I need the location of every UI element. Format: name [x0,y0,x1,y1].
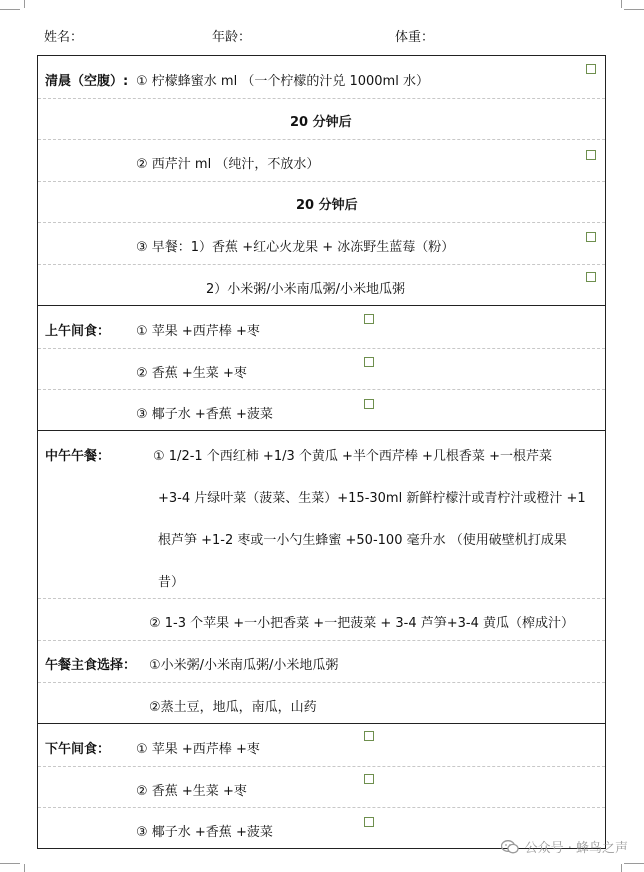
lunch-staple-label: 午餐主食选择： [45,658,137,673]
weight-label: 体重： [395,30,435,45]
am-snack-item-3-checkbox[interactable] [364,399,374,409]
morning-item-3b-checkbox[interactable] [586,272,596,282]
corner-tick-top-left [12,0,25,8]
morning-wait-1: 20 分钟后 [290,115,352,130]
lunch-item-1-line-1: ① 1/2-1 个西红柿 +1/3 个黄瓜 +半个西芹棒 +几根香菜 +一根芹菜 [153,449,552,464]
pm-snack-row-1 [38,724,605,767]
morning-wait-row-2 [38,182,605,223]
morning-row-2 [38,140,605,182]
corner-mark-top-left [0,9,20,10]
corner-tick-bottom-left [12,864,25,872]
section-morning [37,55,606,306]
morning-item-3b: 2）小米粥/小米南瓜粥/小米地瓜粥 [206,282,406,297]
lunch-staple-2: ②蒸土豆，地瓜，南瓜，山药 [149,700,317,715]
morning-item-1: ① 柠檬蜂蜜水 ml （一个柠檬的汁兑 1000ml 水） [136,74,429,89]
lunch-item-1-line-2: +3-4 片绿叶菜（菠菜、生菜）+15-30ml 新鲜柠檬汁或青柠汁或橙汁 +1 [158,491,586,506]
section-pm-snack [37,723,606,849]
am-snack-item-3: ③ 椰子水 +香蕉 +菠菜 [136,407,273,422]
lunch-item-2: ② 1-3 个苹果 +一小把香菜 +一把菠菜 + 3-4 芦笋+3-4 黄瓜（榨成汁） [149,616,574,631]
corner-tick-top-right [621,0,634,8]
am-snack-item-1: ① 苹果 +西芹棒 +枣 [136,324,260,339]
lunch-staple-1: ①小米粥/小米南瓜粥/小米地瓜粥 [149,658,339,673]
pm-snack-item-1: ① 苹果 +西芹棒 +枣 [136,742,260,757]
morning-wait-row-1 [38,99,605,140]
wechat-icon [501,840,519,854]
lunch-row-1 [38,431,605,599]
pm-snack-label: 下午间食： [45,742,111,757]
corner-tick-bottom-right [621,864,634,872]
am-snack-row-3 [38,390,605,431]
am-snack-item-2: ② 香蕉 +生菜 +枣 [136,366,247,381]
section-lunch [37,430,606,724]
am-snack-row-2 [38,349,605,390]
lunch-staple-row-2 [38,683,605,724]
lunch-staple-row-1 [38,641,605,683]
morning-label: 清晨（空腹）: [45,74,129,89]
pm-snack-row-2 [38,767,605,808]
pm-snack-item-3-checkbox[interactable] [364,817,374,827]
watermark-text: 公众号 · 蜂鸟之声 [524,841,628,856]
age-label: 年龄： [212,30,252,45]
morning-row-3b [38,265,605,306]
name-label: 姓名： [44,30,84,45]
pm-snack-item-3: ③ 椰子水 +香蕉 +菠菜 [136,825,273,840]
morning-row-1 [38,56,605,99]
pm-snack-item-2: ② 香蕉 +生菜 +枣 [136,784,247,799]
morning-item-1-checkbox[interactable] [586,64,596,74]
watermark [501,837,628,856]
am-snack-row-1 [38,306,605,349]
lunch-row-2 [38,599,605,641]
lunch-item-1-line-3: 根芦笋 +1-2 枣或一小勺生蜂蜜 +50-100 毫升水 （使用破壁机打成果 [158,533,567,548]
am-snack-label: 上午间食： [45,324,111,339]
morning-row-3 [38,223,605,265]
morning-item-2-checkbox[interactable] [586,150,596,160]
pm-snack-item-1-checkbox[interactable] [364,731,374,741]
section-am-snack [37,305,606,431]
corner-mark-top-right [624,9,644,10]
am-snack-item-2-checkbox[interactable] [364,357,374,367]
morning-wait-2: 20 分钟后 [296,198,358,213]
pm-snack-item-2-checkbox[interactable] [364,774,374,784]
morning-item-3-checkbox[interactable] [586,232,596,242]
am-snack-item-1-checkbox[interactable] [364,314,374,324]
morning-item-3: ③ 早餐：1）香蕉 +红心火龙果 + 冰冻野生蓝莓（粉） [136,240,455,255]
morning-item-2: ② 西芹汁 ml （纯汁，不放水） [136,157,320,172]
lunch-label: 中午午餐： [45,449,111,464]
lunch-item-1-line-4: 昔） [158,575,185,590]
